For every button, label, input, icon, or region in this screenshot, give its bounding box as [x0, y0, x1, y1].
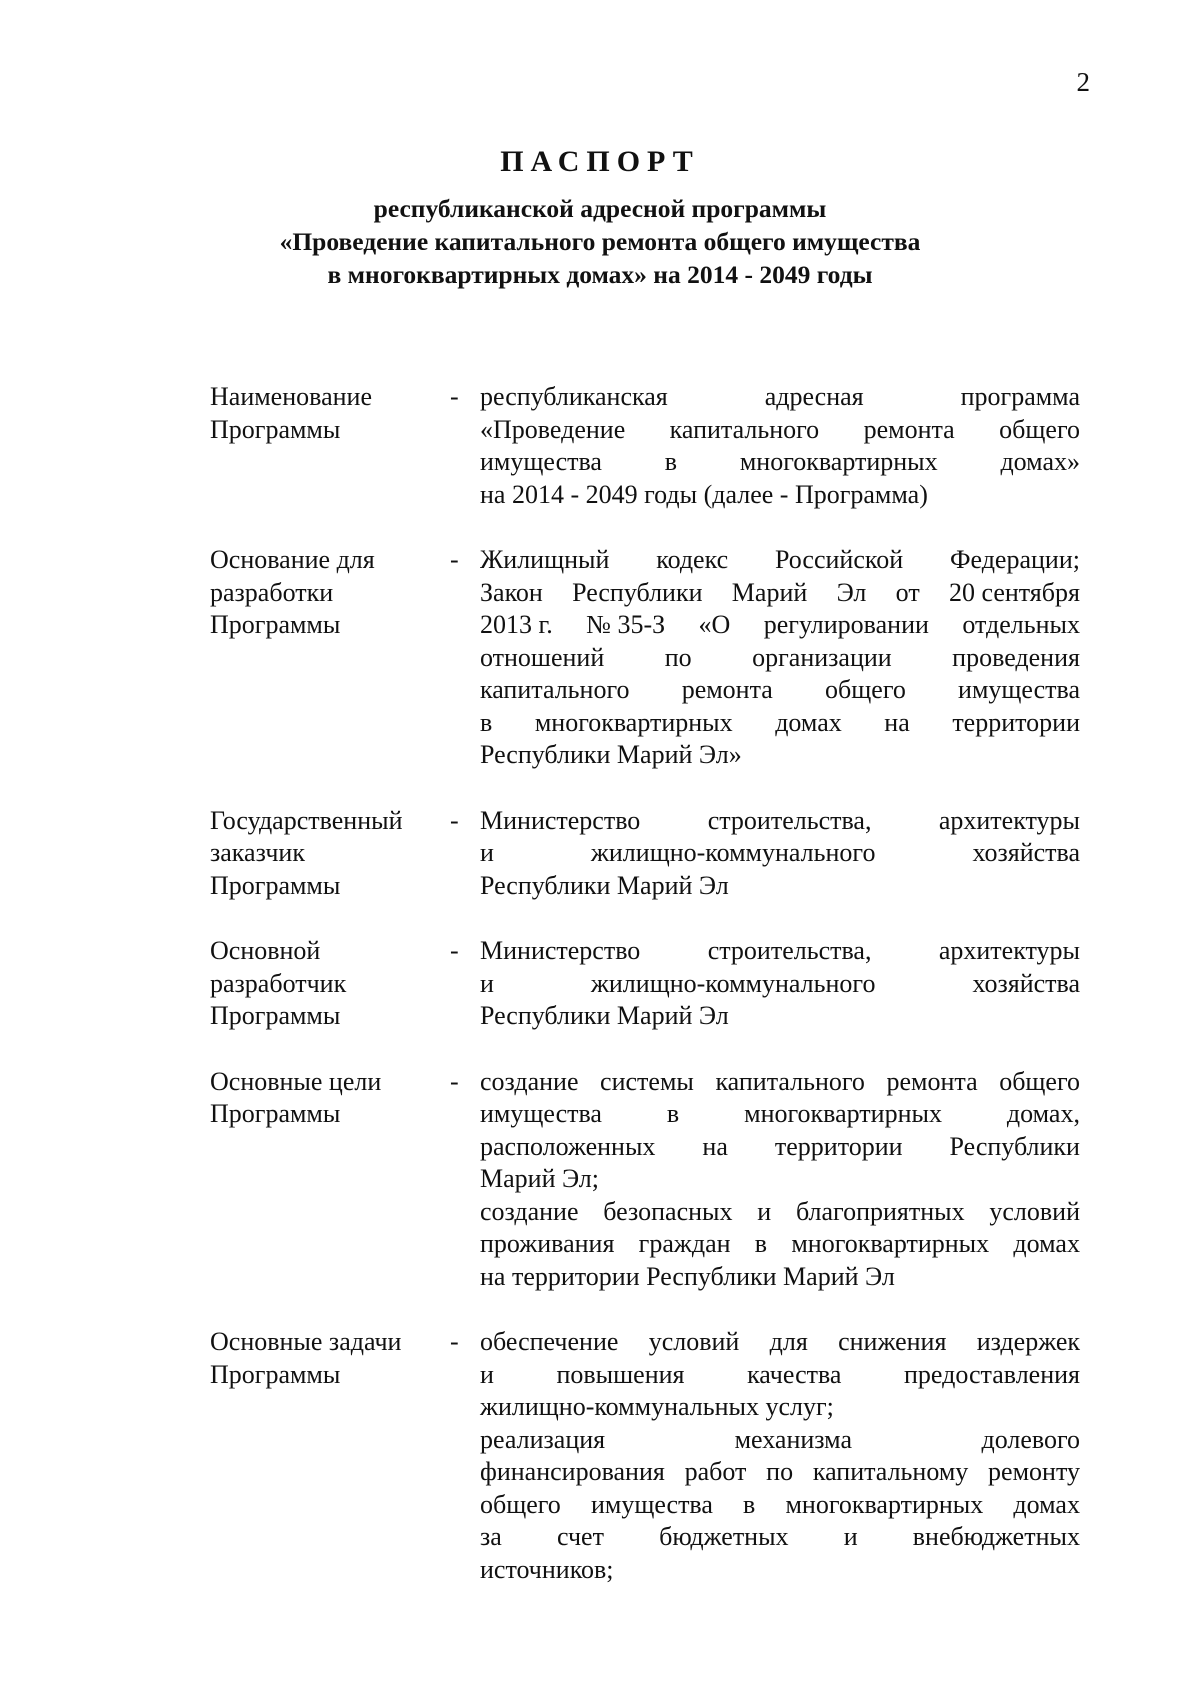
row-value-line: [480, 1424, 1080, 1457]
row-dash: -: [450, 1066, 459, 1096]
row-value-word: многоквартирных: [791, 1229, 990, 1258]
subtitle-line: «Проведение капитального ремонта общего имущества: [279, 227, 921, 256]
row-value-word: республиканская: [480, 382, 668, 411]
row-value-word: № 35-З: [586, 610, 666, 639]
row-value-word: граждан: [638, 1229, 731, 1258]
row-value-word: создание: [480, 1196, 579, 1226]
row-value-word: за: [480, 1522, 502, 1551]
row-value-word: Республики Марий Эл: [480, 1001, 729, 1030]
subtitle-line: республиканской адресной программы: [373, 194, 827, 223]
row-value-word: ремонту: [988, 1457, 1080, 1486]
row-value-word: внебюджетных: [912, 1522, 1080, 1551]
row-value-line: [480, 1554, 1080, 1587]
row-value-word: жилищно-коммунальных услуг;: [480, 1392, 834, 1421]
row-value-word: от: [895, 577, 920, 607]
row-value-word: общего: [999, 414, 1080, 444]
row-label: [210, 1326, 450, 1391]
row-label-line: разработки: [210, 577, 334, 607]
row-value-line: [480, 544, 1080, 577]
page-number: 2: [1076, 67, 1090, 97]
row-value-line: [480, 642, 1080, 675]
row-value-word: Федерации;: [949, 545, 1080, 574]
row-label: [210, 935, 450, 1033]
row-value-word: общего: [480, 1489, 561, 1519]
row-value-word: издержек: [976, 1327, 1080, 1356]
row-value-word: и: [480, 968, 494, 998]
row-value-word: работ: [684, 1457, 747, 1486]
row-value-word: многоквартирных: [744, 1099, 942, 1128]
row-value-word: архитектуры: [938, 805, 1080, 835]
row-value-word: и: [757, 1196, 772, 1226]
row-label-line: Программы: [210, 1001, 341, 1030]
row-value-word: Марий Эл;: [480, 1164, 600, 1193]
row-value-line: [480, 674, 1080, 707]
row-value-word: проживания: [480, 1229, 615, 1258]
row-value-word: домах: [775, 707, 842, 737]
row-label-line: Основной: [210, 936, 321, 965]
row-value-word: Республики: [949, 1131, 1080, 1161]
row-value-word: для: [769, 1327, 808, 1356]
row-value-line: [480, 1359, 1080, 1392]
row-value-word: на: [702, 1131, 728, 1161]
document-subtitle: [0, 192, 1200, 291]
row-dash: -: [450, 545, 459, 574]
row-value-word: «Проведение: [480, 414, 626, 444]
row-value-line: [480, 805, 1080, 838]
row-value-word: и: [480, 838, 494, 867]
row-value-word: многоквартирных: [534, 707, 733, 737]
passport-row: [210, 935, 1080, 1033]
row-value-word: на 2014 - 2049 годы (далее - Программа): [480, 479, 928, 509]
row-dash: -: [450, 805, 459, 835]
row-value-word: обеспечение: [480, 1327, 619, 1356]
row-value-word: имущества: [480, 447, 602, 476]
row-value-word: домах,: [1006, 1099, 1080, 1128]
row-value-word: в: [480, 707, 493, 737]
row-value-word: капитального: [715, 1066, 865, 1096]
row-value-word: адресная: [764, 382, 864, 411]
row-value-word: в: [743, 1489, 756, 1519]
row-value-word: создание: [480, 1066, 579, 1096]
row-value-word: хозяйства: [972, 838, 1080, 867]
row-value-word: Эл: [836, 577, 867, 607]
row-value-word: капитального: [480, 675, 630, 704]
row-value-word: «О: [698, 610, 731, 639]
row-label-line: Наименование: [210, 382, 372, 411]
row-label-line: Основные задачи: [210, 1327, 402, 1356]
row-value-line: [480, 479, 1080, 512]
row-value-word: ремонта: [681, 675, 773, 704]
row-dash: -: [450, 1327, 459, 1356]
row-value-word: имущества: [958, 675, 1080, 704]
row-value-line: [480, 1489, 1080, 1522]
row-label: [210, 1066, 450, 1131]
row-label-line: Программы: [210, 414, 341, 444]
row-value-word: системы: [600, 1066, 694, 1096]
row-label: [210, 544, 450, 642]
row-value-word: программа: [960, 382, 1080, 411]
row-value-word: домах: [1013, 1489, 1080, 1519]
row-value-word: капитального: [669, 414, 820, 444]
row-value-line: [480, 1098, 1080, 1131]
row-value-word: хозяйства: [972, 968, 1080, 998]
row-value-word: архитектуры: [938, 936, 1080, 965]
row-value-word: проведения: [952, 642, 1080, 672]
row-label-line: заказчик: [210, 838, 305, 867]
row-value-word: благоприятных: [795, 1196, 965, 1226]
row-value-word: условий: [989, 1196, 1080, 1226]
passport-row: [210, 544, 1080, 772]
row-value-word: качества: [747, 1359, 842, 1389]
subtitle-line: в многоквартирных домах» на 2014 - 2049 годы: [327, 260, 873, 289]
row-value-line: [480, 1228, 1080, 1261]
row-value-word: безопасных: [603, 1196, 733, 1226]
row-value: [480, 805, 1080, 903]
row-value-line: [480, 609, 1080, 642]
row-label-line: Программы: [210, 870, 341, 900]
row-value-word: имущества: [480, 1099, 602, 1128]
row-value-word: и: [480, 1359, 494, 1389]
row-value-word: Марий: [731, 577, 808, 607]
row-value: [480, 1326, 1080, 1586]
row-value-word: жилищно-коммунального: [590, 838, 876, 867]
passport-table: [210, 381, 1080, 1619]
row-value-word: Министерство: [480, 805, 641, 835]
row-value-word: в: [754, 1229, 768, 1258]
row-value-line: [480, 577, 1080, 610]
row-value: [480, 544, 1080, 772]
passport-row: [210, 1066, 1080, 1294]
row-dash: -: [450, 936, 459, 965]
row-value: [480, 381, 1080, 511]
row-value-word: счет: [556, 1522, 604, 1551]
row-value-word: на: [884, 707, 910, 737]
row-value-word: домах»: [1000, 447, 1080, 476]
row-label: [210, 805, 450, 903]
row-value-word: на территории Республики Марий Эл: [480, 1261, 895, 1291]
row-value-line: [480, 1326, 1080, 1359]
row-value-word: снижения: [838, 1327, 947, 1356]
row-value-line: [480, 837, 1080, 870]
row-value-word: финансирования: [480, 1457, 665, 1486]
row-value-word: общего: [999, 1066, 1080, 1096]
row-label-line: Программы: [210, 610, 341, 639]
row-value-word: отношений: [480, 642, 605, 672]
row-value-word: Закон: [480, 577, 543, 607]
row-value-word: строительства,: [707, 805, 872, 835]
row-value-line: [480, 414, 1080, 447]
row-value-word: строительства,: [707, 936, 872, 965]
row-value-word: реализация: [480, 1424, 606, 1454]
row-label-line: Программы: [210, 1359, 341, 1389]
row-value-word: Министерство: [480, 936, 641, 965]
row-value-word: предоставления: [904, 1359, 1080, 1389]
row-value-word: бюджетных: [659, 1522, 789, 1551]
row-value-line: [480, 1391, 1080, 1424]
row-value-line: [480, 1066, 1080, 1099]
row-value-line: [480, 739, 1080, 772]
row-value-line: [480, 968, 1080, 1001]
row-value-word: Жилищный: [480, 545, 610, 574]
row-label-line: Программы: [210, 1099, 341, 1128]
row-value-word: в: [666, 1099, 680, 1128]
row-value-word: по: [664, 642, 692, 672]
row-value-word: территории: [774, 1131, 903, 1161]
row-value-word: кодекс: [656, 545, 729, 574]
row-value-word: повышения: [556, 1359, 685, 1389]
row-value-word: и: [843, 1522, 858, 1551]
row-value-line: [480, 1163, 1080, 1196]
row-value-word: в: [664, 447, 678, 476]
row-value-word: территории: [952, 707, 1080, 737]
row-value-word: условий: [648, 1327, 740, 1356]
passport-row: [210, 381, 1080, 511]
row-value-word: ремонта: [863, 414, 955, 444]
row-value-line: [480, 1456, 1080, 1489]
row-value-word: источников;: [480, 1554, 614, 1584]
row-value-word: отдельных: [962, 610, 1080, 639]
row-value-word: регулировании: [763, 610, 929, 639]
row-value-word: капитальному: [812, 1457, 969, 1486]
row-value: [480, 935, 1080, 1033]
row-value-line: [480, 1000, 1080, 1033]
row-value-word: жилищно-коммунального: [590, 968, 876, 998]
row-value-line: [480, 1521, 1080, 1554]
row-label: [210, 381, 450, 446]
passport-row: [210, 1326, 1080, 1586]
row-value-line: [480, 1261, 1080, 1294]
row-value-line: [480, 381, 1080, 414]
document-title: ПАСПОРТ: [500, 145, 700, 178]
row-value-line: [480, 1196, 1080, 1229]
row-value-word: 2013 г.: [480, 610, 553, 639]
row-value-word: Республики Марий Эл: [480, 870, 729, 900]
row-value-word: имущества: [590, 1489, 713, 1519]
row-value-line: [480, 1131, 1080, 1164]
row-label-line: разработчик: [210, 968, 347, 998]
row-value-word: Республики Марий Эл»: [480, 740, 742, 769]
row-value-line: [480, 935, 1080, 968]
row-value-word: многоквартирных: [785, 1489, 984, 1519]
row-value: [480, 1066, 1080, 1294]
row-value-word: многоквартирных: [739, 447, 938, 476]
row-value-line: [480, 707, 1080, 740]
row-value-line: [480, 870, 1080, 903]
row-value-word: расположенных: [480, 1131, 656, 1161]
row-value-word: механизма: [734, 1424, 852, 1454]
row-value-word: 20 сентября: [948, 577, 1080, 607]
row-value-word: ремонта: [886, 1066, 978, 1096]
row-value-word: долевого: [981, 1424, 1080, 1454]
row-label-line: Основание для: [210, 545, 375, 574]
row-value-word: Российской: [774, 545, 904, 574]
row-value-word: общего: [825, 675, 906, 704]
row-value-word: домах: [1013, 1229, 1080, 1258]
passport-row: [210, 805, 1080, 903]
row-value-word: организации: [752, 642, 892, 672]
row-label-line: Государственный: [210, 805, 403, 835]
row-dash: -: [450, 382, 459, 411]
row-label-line: Основные цели: [210, 1066, 382, 1096]
row-value-line: [480, 446, 1080, 479]
row-value-word: по: [766, 1457, 794, 1486]
row-value-word: Республики: [572, 577, 703, 607]
